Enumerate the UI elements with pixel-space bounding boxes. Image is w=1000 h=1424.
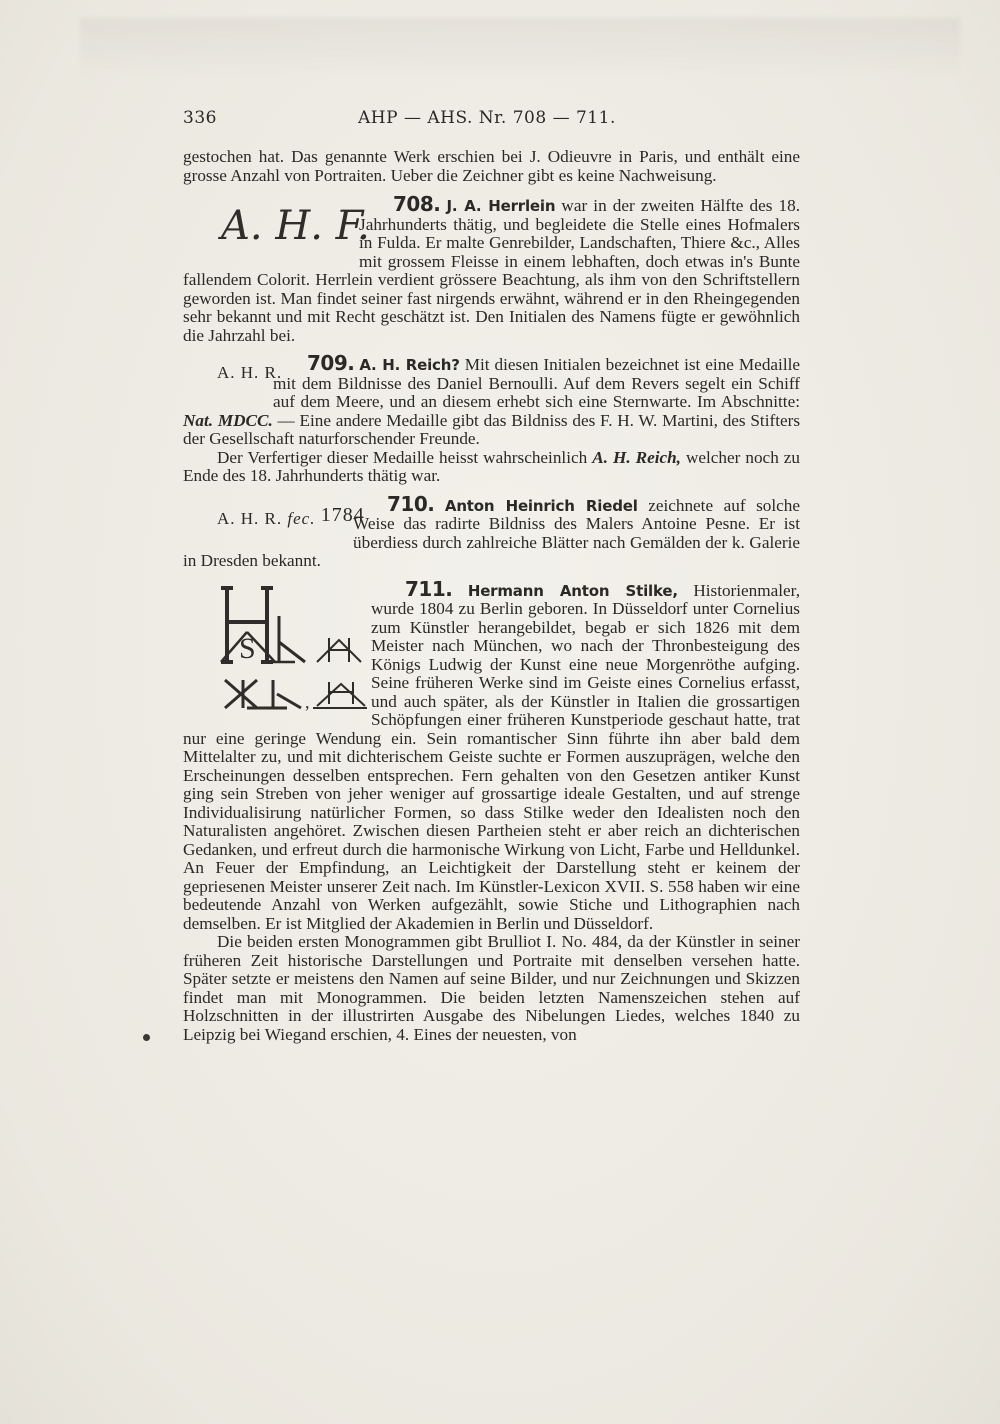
- entry-number: 708.: [393, 192, 441, 216]
- entry-709-para2: [183, 449, 800, 486]
- svg-text:A. H. F.: A. H. F.: [221, 203, 370, 249]
- entry-711-para2: Die beiden ersten Monogrammen gibt Brulliot I. No. 484, da der Künstler in seiner früheren Zeit historische Darstellungen und Portraite mit denselben versehen hatte. Später setzte er meistens den Namen auf seine Bilder, und nur Zeichnungen und Skizzen findet man mit Monogrammen. Die beiden letzten Namenszeichen stehen auf Holzschnitten in der illustrirten Ausgabe des Nibelungen Liedes, welches 1840 zu Leipzig bei Wiegand erschien, 4. Eines der neuesten, von: [183, 932, 800, 1044]
- entry-italic: Nat. MDCC.: [183, 410, 273, 430]
- entry-number: 709.: [307, 351, 355, 375]
- entry-710: [183, 491, 801, 571]
- entry-708: [183, 192, 800, 345]
- entry-text: Historienmaler, wurde 1804 zu Berlin geboren. In Düsseldorf unter Cornelius zum Künstler herangebildet, begab er sich 1826 mit dem Meister nach München, wo nach der Thronbesteigung des Königs Ludwig der Kunst eine neue Morgenröthe aufging. Seine früheren Werke sind im Geiste eines Cornelius erfasst, und auch später, als der Künstler in Italien die grossartigen Schöpfungen einer früheren Kunstperiode geschaut hatte, trat nur eine geringe Wendung ein. Sein romantischer Sinn führte ihn aber bald dem Mittelalter zu, und mit dichterischem Geiste suchte er Formen auszuprägen, welche den Erscheinungen desselben entsprechen. Fern gehalten von den Gesetzen antiker Kunst ging sein Streben von jeher weniger auf grossartige ideale Gestalten, und auf strenge Individualisirung natürlicher Formen, so dass Stilke weder den Idealisten noch den Naturalisten angehöret. Zwischen diesen Partheien steht er aber reich an dichterischen Gedanken, und erfreut durch die harmonische Wirkung von Licht, Farbe und Helldunkel. An Feuer der Empfindung, an Leichtigkeit der Darstellung steht er keinem der gepriesenen Meister unserer Zeit nach. Im Künstler-Lexicon XVII. S. 558 haben wir eine bedeutende Anzahl von Werken aufgezählt, sowie Stiche und Lithographien nach demselben. Er ist Mitglied der Akademien in Berlin und Düsseldorf.: [183, 580, 801, 933]
- margin-dot: [143, 1034, 150, 1041]
- artist-name: Hermann Anton Stilke,: [467, 581, 678, 600]
- monogram-710: A. H. R. fec. 1784: [217, 503, 365, 528]
- entry-number: 711.: [405, 576, 453, 601]
- monogram-708-icon: [183, 197, 370, 251]
- header-title: AHP — AHS. Nr. 708 — 711.: [358, 108, 616, 128]
- entry-text-cont: — Eine andere Medaille gibt das Bildniss des F. H. W. Martini, des Stifters der Gesellschaft naturforschender Freunde.: [183, 410, 801, 448]
- svg-text:S: S: [239, 631, 256, 665]
- entry-text: Mit diesen Initialen bezeichnet ist eine Medaille mit dem Bildnisse des Daniel Bernoulli. Auf dem Revers segelt ein Schiff auf dem Meere, und an diesem erhebt sich eine Sternwarte. Im Abschnitte:: [273, 355, 800, 411]
- text-column: [183, 148, 800, 1044]
- monogram-709: A. H. R.: [217, 363, 283, 382]
- artist-name: Anton Heinrich Riedel: [444, 496, 638, 515]
- svg-text:,: ,: [305, 691, 310, 712]
- monogram-711-icon: [183, 582, 363, 712]
- artist-name: A. H. Reich?: [359, 356, 460, 374]
- bleed-through-shadow: [80, 18, 960, 78]
- entry-number: 710.: [387, 491, 435, 516]
- entry-text: zeichnete auf solche Weise das radirte Bildniss des Malers Antoine Pesne. Er ist überdiess durch zahlreiche Blätter nach Gemälden der k. Galerie in Dresden bekannt.: [183, 495, 801, 570]
- intro-paragraph: gestochen hat. Das genannte Werk erschien bei J. Odieuvre in Paris, und enthält eine grosse Anzahl von Portraiten. Ueber die Zeichner gibt es keine Nachweisung.: [183, 147, 800, 185]
- para-text-cont: welcher noch zu Ende des 18. Jahrhunderts thätig war.: [183, 447, 801, 485]
- para-italic: A. H. Reich,: [592, 447, 681, 467]
- entry-709: [183, 351, 801, 449]
- para-text: Der Verfertiger dieser Medaille heisst wahrscheinlich: [217, 447, 588, 467]
- running-header: [183, 108, 800, 136]
- entry-711: [183, 576, 801, 934]
- page-number: 336: [183, 108, 217, 128]
- artist-name: J. A. Herrlein: [446, 197, 556, 215]
- entry-text: war in der zweiten Hälfte des 18. Jahrhunderts thätig, und begleidete die Stelle eines Hofmalers in Fulda. Er malte Genrebilder, Landschaften, Thiere &c., Alles mit grossem Fleisse in einem lebhaften, doch etwas in's Bunte fallendem Colorit. Herrlein verdient grössere Beachtung, als ihm von den Schriftstellern geworden ist. Man findet seiner fast nirgends erwähnt, während er in den Rheingegenden sehr bekannt und mit Recht geschätzt ist. Den Initialen des Namens fügte er gewöhnlich die Jahrzahl bei.: [183, 196, 800, 345]
